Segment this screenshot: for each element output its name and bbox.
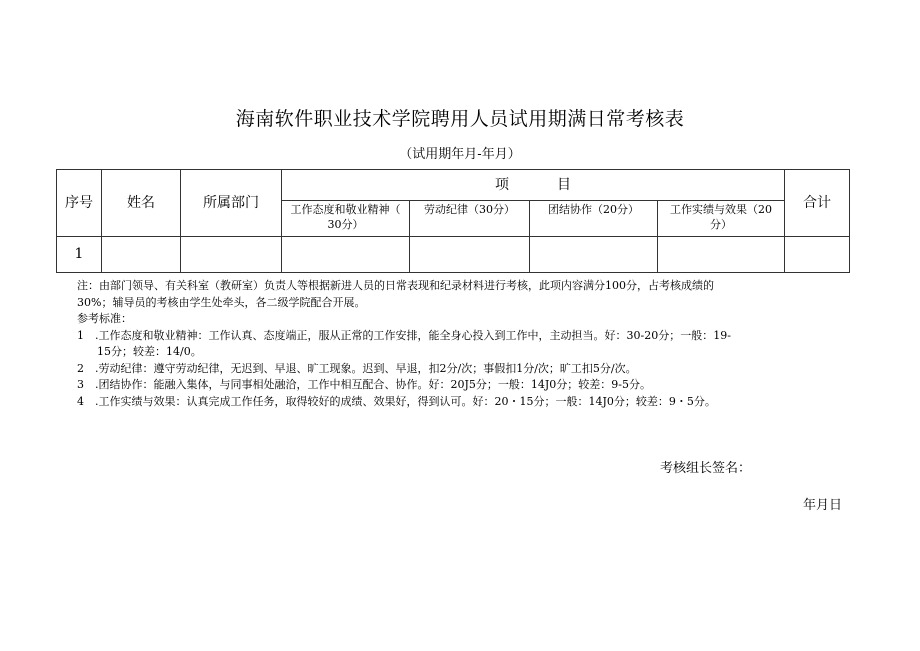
cell-discipline[interactable] <box>410 237 530 273</box>
note-line1: 注：由部门领导、有关科室（教研室）负责人等根据新进人员的日常表现和纪录材料进行考核，此项内容满分100分，占考核成绩的 <box>77 279 714 292</box>
evaluation-table <box>56 169 850 273</box>
signature-label: 考核组长签名： <box>660 461 752 476</box>
header-project <box>282 170 785 201</box>
subheader-teamwork <box>530 201 658 237</box>
criteria-item <box>77 328 847 345</box>
subheader-discipline <box>410 201 530 237</box>
page-title: 海南软件职业技术学院聘用人员试用期满日常考核表 <box>235 108 685 130</box>
cell-attitude[interactable] <box>282 237 410 273</box>
subheader-attitude <box>282 201 410 237</box>
criteria-item-cont: 15分；较差：14/0。 <box>97 345 202 358</box>
criteria-text: .工作实绩与效果：认真完成工作任务，取得较好的成绩、效果好，得到认可。好：20・15分；一般：14J0分；较差：9・5分。 <box>95 394 716 408</box>
criteria-number: 4 <box>77 394 84 408</box>
subheader-discipline-line1: 劳动纪律（30分） <box>424 203 515 216</box>
criteria-item <box>77 377 847 394</box>
date-label: 年月日 <box>803 498 843 513</box>
cell-total[interactable] <box>785 237 850 273</box>
header-project-char2: 目 <box>557 176 571 193</box>
header-dept: 所属部门 <box>181 170 282 237</box>
header-name: 姓名 <box>102 170 181 237</box>
criteria-number: 3 <box>77 378 84 391</box>
table-row <box>57 237 850 273</box>
notes-section <box>77 278 847 410</box>
subheader-performance-line2: 分） <box>710 217 732 231</box>
subheader-attitude-line2: 30分） <box>327 217 364 231</box>
criteria-text: .团结协作：能融入集体，与同事相处融洽，工作中相互配合、协作。好：20J5分；一般：14J0分；较差：9-5分。 <box>95 378 652 391</box>
criteria-number: 1 <box>77 328 84 342</box>
page-subtitle: （试用期年月-年月） <box>399 147 521 162</box>
header-total: 合计 <box>785 170 850 237</box>
criteria-item <box>77 361 847 378</box>
criteria-number: 2 <box>77 361 84 375</box>
subheader-performance-line1: 工作实绩与效果（20 <box>670 203 772 216</box>
cell-seq: 1 <box>57 237 102 273</box>
header-project-char1: 项 <box>495 176 509 193</box>
subheader-attitude-line1: 工作态度和敬业精神（ <box>290 203 401 216</box>
criteria-text: .工作态度和敬业精神：工作认真、态度端正，服从正常的工作安排，能全身心投入到工作中，主动担当。好：30-20分；一般：19- <box>95 328 731 342</box>
cell-teamwork[interactable] <box>530 237 658 273</box>
cell-performance[interactable] <box>658 237 785 273</box>
cell-name[interactable] <box>102 237 181 273</box>
criteria-text: .劳动纪律：遵守劳动纪律，无迟到、早退、旷工现象。迟到、早退，扣2分/次；事假扣1分/次；旷工扣5分/次。 <box>95 361 637 375</box>
criteria-item <box>77 394 847 411</box>
reference-label: 参考标准： <box>77 312 132 325</box>
subheader-performance <box>658 201 785 237</box>
subheader-teamwork-line1: 团结协作（20分） <box>548 203 639 216</box>
note-line2: 30%；辅导员的考核由学生处牵头，各二级学院配合开展。 <box>77 295 366 309</box>
cell-dept[interactable] <box>181 237 282 273</box>
header-seq: 序号 <box>57 170 102 237</box>
